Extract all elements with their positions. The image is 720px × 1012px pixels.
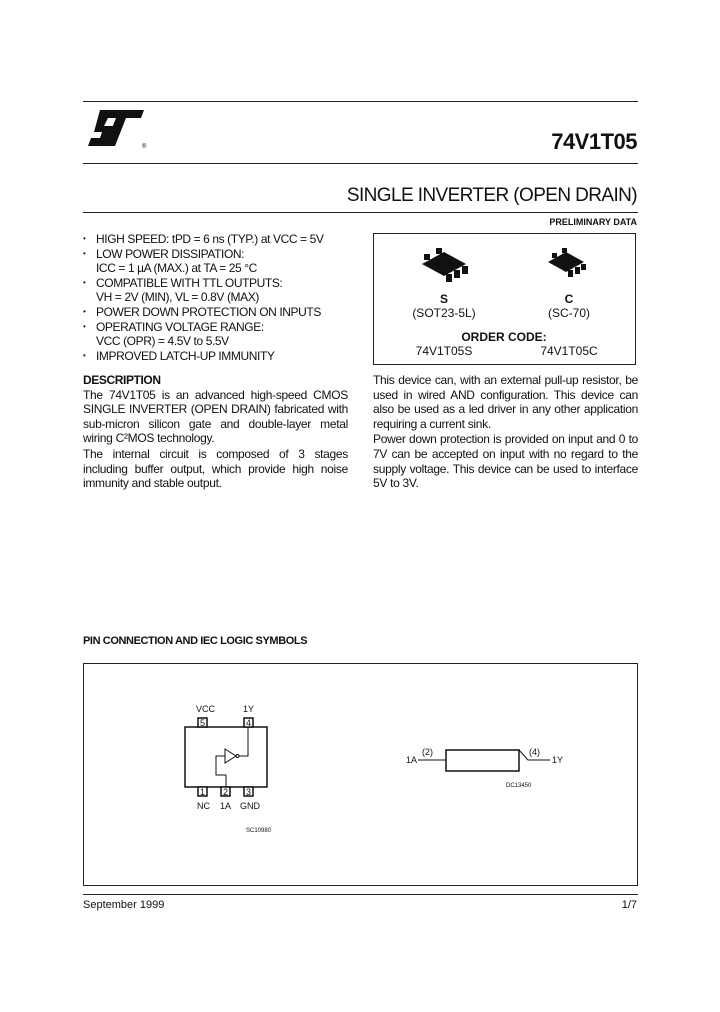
subtitle: SINGLE INVERTER (OPEN DRAIN) bbox=[346, 185, 637, 206]
pin-number-2: 2 bbox=[223, 787, 229, 797]
sot23-package-icon bbox=[414, 246, 474, 286]
package-c-name: (SC-70) bbox=[547, 306, 590, 320]
order-code-label: ORDER CODE: bbox=[461, 330, 547, 344]
feature-item: • LOW POWER DISSIPATION: bbox=[83, 247, 363, 262]
iec-input-label: 1A bbox=[406, 755, 418, 765]
feature-item: VH = 2V (MIN), VL = 0.8V (MAX) bbox=[96, 290, 259, 305]
description-paragraph: Power down protection is provided on input and 0 to 7V can be accepted on input with no regard to the supply voltage. This device can be used to interface 5V to 3V. bbox=[373, 432, 638, 491]
feature-item: • IMPROVED LATCH-UP IMMUNITY bbox=[83, 349, 363, 364]
pin-number-3: 3 bbox=[246, 787, 252, 797]
sc70-package-icon bbox=[542, 246, 592, 282]
pin-label-gnd: GND bbox=[240, 801, 260, 811]
pin-label-nc: NC bbox=[197, 801, 210, 811]
description-right bbox=[373, 373, 638, 492]
divider bbox=[83, 212, 638, 213]
feature-item: ICC = 1 µA (MAX.) at TA = 25 °C bbox=[96, 261, 257, 276]
feature-item: • COMPATIBLE WITH TTL OUTPUTS: bbox=[83, 276, 363, 291]
feature-item: • POWER DOWN PROTECTION ON INPUTS bbox=[83, 305, 363, 320]
footer-date: September 1999 bbox=[83, 899, 165, 911]
pin-number-4: 4 bbox=[246, 718, 252, 728]
description-heading: DESCRIPTION bbox=[83, 373, 161, 387]
pin-number-1: 1 bbox=[200, 787, 206, 797]
pin-number-5: 5 bbox=[200, 718, 206, 728]
package-s-letter: S bbox=[439, 292, 448, 306]
part-number: 74V1T05 bbox=[551, 129, 637, 154]
feature-list bbox=[83, 232, 363, 363]
package-c-letter: C bbox=[564, 292, 574, 306]
package-box bbox=[373, 233, 636, 365]
iec-logic-symbol bbox=[400, 740, 580, 800]
figure-code: SC10980 bbox=[246, 828, 272, 834]
divider bbox=[83, 163, 638, 164]
divider bbox=[83, 101, 638, 102]
iec-output-label: 1Y bbox=[552, 755, 564, 765]
iec-output-pin: (4) bbox=[529, 747, 540, 757]
order-code-c: 74V1T05C bbox=[540, 344, 598, 358]
feature-item: • OPERATING VOLTAGE RANGE: bbox=[83, 320, 363, 335]
package-s-name: (SOT23-5L) bbox=[412, 306, 476, 320]
description-paragraph: The 74V1T05 is an advanced high-speed CMOS SINGLE INVERTER (OPEN DRAIN) fabricated with sub-micron silicon gate and double-layer metal wiring C²MOS technology. bbox=[83, 387, 348, 446]
svg-text:®: ® bbox=[142, 144, 147, 150]
feature-item: VCC (OPR) = 4.5V to 5.5V bbox=[96, 334, 229, 349]
preliminary-label: PRELIMINARY DATA bbox=[549, 217, 637, 227]
feature-item: • HIGH SPEED: tPD = 6 ns (TYP.) at VCC = 5V bbox=[83, 232, 363, 247]
description-left bbox=[83, 373, 348, 492]
iec-input-pin: (2) bbox=[422, 747, 433, 757]
pin-label-vcc: VCC bbox=[196, 704, 216, 714]
footer-page: 1/7 bbox=[621, 899, 637, 911]
order-code-s: 74V1T05S bbox=[415, 344, 473, 358]
pin-label-1y: 1Y bbox=[243, 704, 255, 714]
pin-section-heading: PIN CONNECTION AND IEC LOGIC SYMBOLS bbox=[83, 635, 308, 647]
st-logo bbox=[86, 108, 156, 156]
pin-label-1a: 1A bbox=[220, 801, 232, 811]
description-paragraph: The internal circuit is composed of 3 stages including buffer output, which provide high noise immunity and stable output. bbox=[83, 446, 348, 491]
divider bbox=[83, 894, 638, 895]
description-paragraph: This device can, with an external pull-up resistor, be used in wired AND configuration. This device can also be used as a led driver in any other application requiring a current sink. bbox=[373, 373, 638, 431]
figure-code: DC13450 bbox=[506, 783, 532, 789]
pin-connection-diagram bbox=[170, 690, 310, 840]
